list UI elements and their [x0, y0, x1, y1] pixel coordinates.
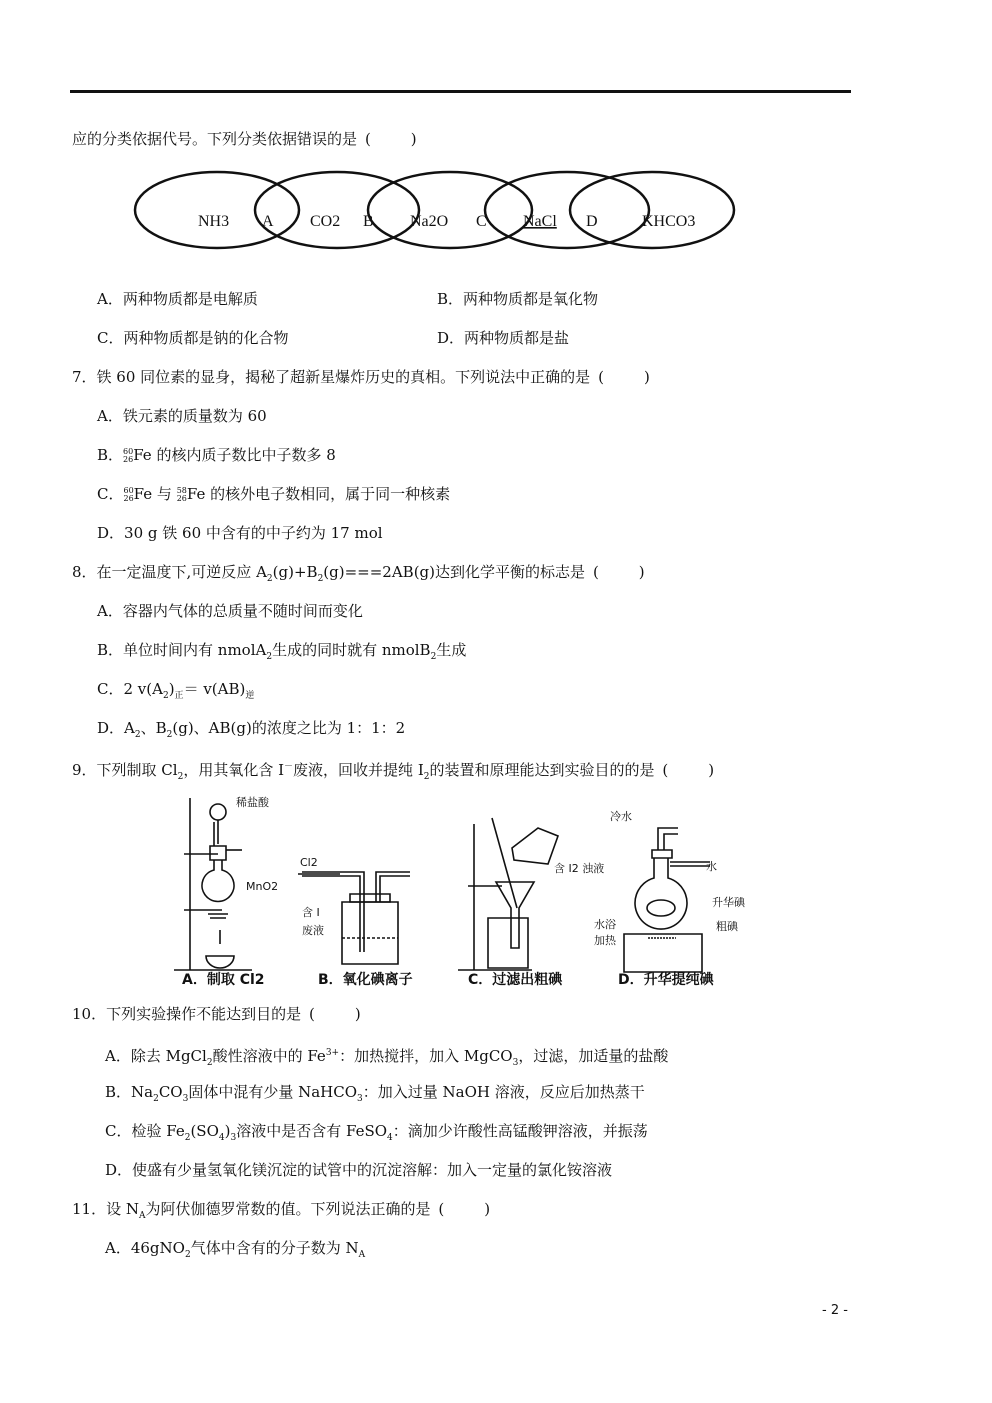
label-dilute-hcl: 稀盐酸	[236, 796, 269, 809]
q7-option-d: D．30 g 铁 60 中含有的中子约为 17 mol	[97, 524, 383, 542]
apparatus-c	[458, 818, 558, 970]
venn-ellipse-5	[570, 172, 734, 248]
venn-letter-c: C	[476, 213, 487, 230]
q10-option-b: B．$Na_2CO_3$固体中混有少量 NaHCO$_3$：加入过量 NaOH 溶液，反应后加热蒸干	[105, 1083, 645, 1104]
venn-letter-d: D	[586, 213, 598, 230]
label-iodide-waste-1: 含 I	[302, 906, 320, 919]
label-iodide-waste-2: 废液	[302, 924, 324, 937]
q10-option-d: D．使盛有少量氢氧化镁沉淀的试管中的沉淀溶解：加入一定量的氯化铵溶液	[105, 1161, 613, 1179]
q8-option-a: A．容器内气体的总质量不随时间而变化	[97, 602, 363, 620]
q7-option-a: A．铁元素的质量数为 60	[97, 407, 267, 425]
label-water-bath-1: 水浴	[594, 918, 616, 931]
q8-option-c: C．2 $v(A_2)_正= v(AB)_逆$	[97, 680, 255, 701]
apparatus-figure	[172, 788, 762, 988]
venn-co2: CO2	[310, 213, 341, 230]
q8-option-d: D．$A_2$、$B_2(g)$、AB(g)的浓度之比为 1：1：2	[97, 719, 406, 740]
venn-nacl: NaCl	[523, 213, 557, 230]
page-number: - 2 -	[822, 1303, 848, 1318]
q11-option-a: A．46gNO$_2$气体中含有的分子数为 $N_A$	[105, 1239, 366, 1260]
label-crude-iodine: 粗碘	[716, 920, 738, 933]
q6-option-b: B．两种物质都是氧化物	[437, 290, 599, 308]
label-cl2-inlet: Cl2	[300, 856, 318, 869]
apparatus-d	[624, 828, 710, 972]
q10-option-a: A．除去 MgCl$_2$酸性溶液中的 $Fe^{3+}$：加热搅拌，加入 MgCO$_3$，过滤，加适量的盐酸	[105, 1047, 669, 1068]
question-9-stem: 9．下列制取 $Cl_2$，用其氧化含 I－废液，回收并提纯 $I_2$的装置和原理能达到实验目的的是 ( )	[72, 761, 715, 782]
header-rule	[70, 90, 851, 93]
venn-khco3: KHCO3	[642, 213, 696, 230]
venn-nh3: NH3	[198, 213, 230, 230]
apparatus-a	[174, 798, 252, 970]
q6-option-d: D．两种物质都是盐	[437, 329, 570, 347]
caption-a: A．制取 Cl2	[182, 972, 265, 988]
q10-option-c: C．检验 $Fe_2(SO_4)_3$溶液中是否含有 FeSO$_4$：滴加少许酸性高锰酸钾溶液，并振荡	[105, 1122, 648, 1143]
label-mno2: MnO2	[246, 880, 279, 893]
q7-option-b: B． 60 26 Fe 的核内质子数比中子数多 8	[97, 446, 336, 464]
caption-c: C．过滤出粗碘	[468, 972, 563, 988]
venn-na2o: Na2O	[410, 213, 449, 230]
venn-ellipse-1	[135, 172, 299, 248]
q8-option-b: B．单位时间内有 nmolA$_2$生成的同时就有 nmolB$_2$生成	[97, 641, 467, 662]
q7-option-c: C． 60 26 Fe 与 58 26 Fe 的核外电子数相同，属于同一种核素	[97, 485, 451, 503]
question-8-stem: 8．在一定温度下,可逆反应 $A_2(g)+B_2(g)===2AB(g)$达到化学平衡的标志是 ( )	[72, 563, 645, 584]
venn-letter-b: B	[363, 213, 374, 230]
label-sublimed-iodine: 升华碘	[712, 896, 745, 909]
question-7-stem: 7．铁 60 同位素的显身，揭秘了超新星爆炸历史的真相。下列说法中正确的是 ( )	[72, 368, 650, 386]
venn-ellipse-4	[485, 172, 649, 248]
caption-d: D．升华提纯碘	[618, 972, 714, 988]
question-6-stem: 应的分类依据代号。下列分类依据错误的是 ( )	[72, 130, 417, 148]
q6-option-c: C．两种物质都是钠的化合物	[97, 329, 289, 347]
label-water-out: 水	[706, 860, 717, 873]
q6-option-a: A．两种物质都是电解质	[97, 290, 258, 308]
label-cold-water: 冷水	[610, 810, 632, 823]
venn-letter-a: A	[262, 213, 274, 230]
caption-b: B．氧化碘离子	[318, 972, 413, 988]
question-10-stem: 10．下列实验操作不能达到目的是 ( )	[72, 1005, 361, 1023]
question-11-stem: 11．设 $N_A$为阿伏伽德罗常数的值。下列说法正确的是 ( )	[72, 1200, 491, 1221]
label-water-bath-2: 加热	[594, 934, 616, 947]
label-i2-suspension: 含 I2 浊液	[554, 862, 605, 875]
classification-venn-diagram	[130, 168, 740, 252]
